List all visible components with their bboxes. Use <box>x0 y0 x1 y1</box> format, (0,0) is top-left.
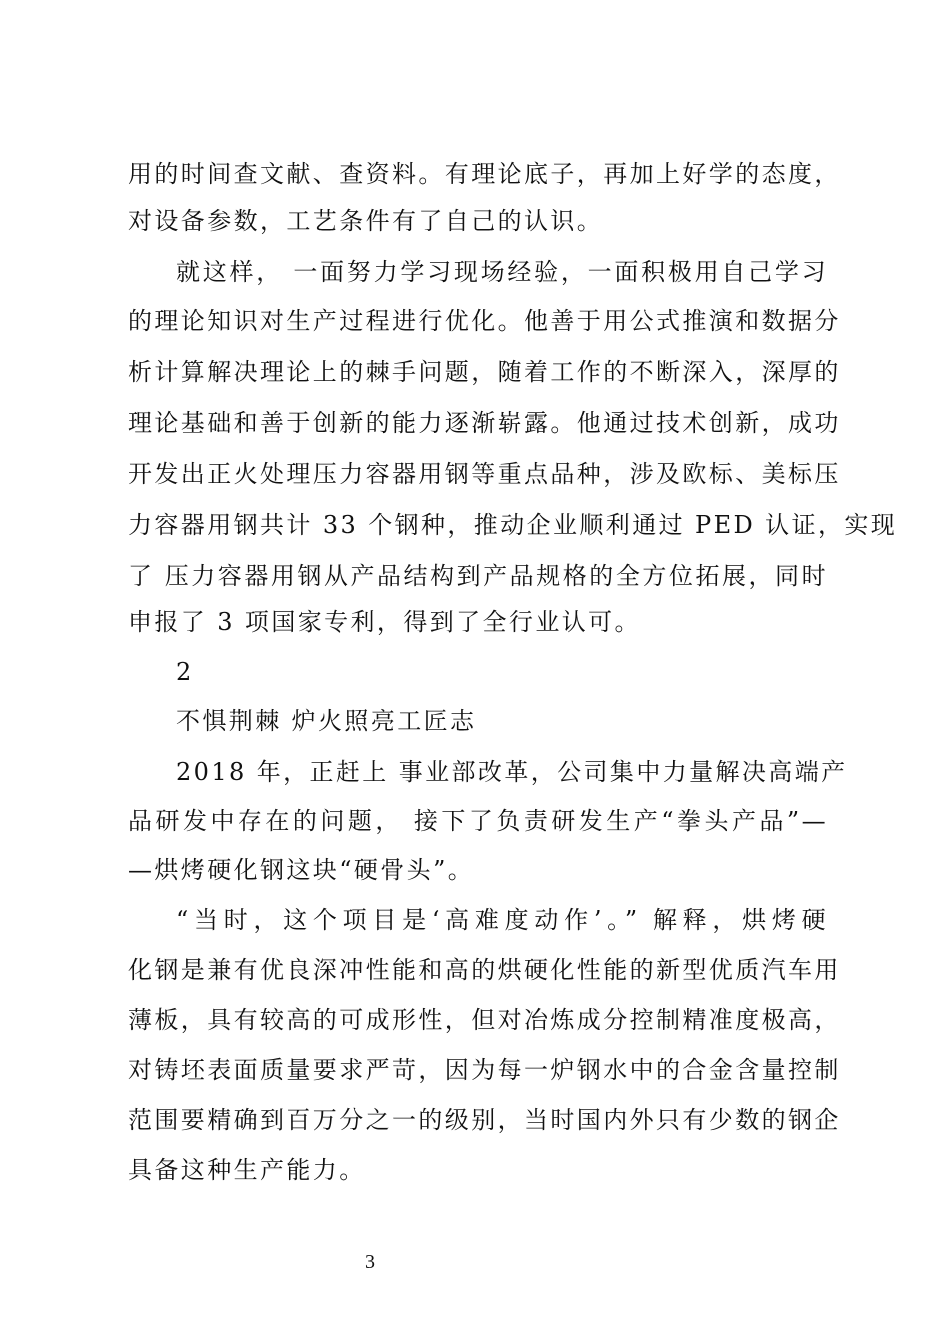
paragraph-line: 对铸坯表面质量要求严苛，因为每一炉钢水中的合金含量控制 <box>128 1056 841 1084</box>
paragraph-line: 2018 年，正赶上 事业部改革，公司集中力量解决高端产 <box>176 758 848 786</box>
paragraph-line: 薄板，具有较高的可成形性，但对冶炼成分控制精准度极高， <box>128 1006 841 1034</box>
paragraph-line: 的理论知识对生产过程进行优化。他善于用公式推演和数据分 <box>128 307 841 335</box>
section-heading: 不惧荆棘 炉火照亮工匠志 <box>176 707 477 735</box>
paragraph-line: 理论基础和善于创新的能力逐渐崭露。他通过技术创新，成功 <box>128 409 841 437</box>
paragraph-line: 开发出正火处理压力容器用钢等重点品种，涉及欧标、美标压 <box>128 460 841 488</box>
paragraph-line: 力容器用钢共计 33 个钢种，推动企业顺利通过 PED 认证，实现 <box>128 511 898 539</box>
paragraph-line: 了 压力容器用钢从产品结构到产品规格的全方位拓展，同时 <box>128 562 828 590</box>
paragraph-line: 具备这种生产能力。 <box>128 1156 366 1184</box>
paragraph-line: 就这样， 一面努力学习现场经验，一面积极用自己学习 <box>176 258 828 286</box>
paragraph-line: 用的时间查文献、查资料。有理论底子，再加上好学的态度， <box>128 160 841 188</box>
paragraph-line: 申报了 3 项国家专利，得到了全行业认可。 <box>128 608 641 636</box>
paragraph-line: 品研发中存在的问题， 接下了负责研发生产“拳头产品”— <box>128 807 828 835</box>
paragraph-line: “当时，这个项目是‘高难度动作’。” 解释，烘烤硬 <box>176 906 828 934</box>
paragraph-line: 范围要精确到百万分之一的级别，当时国内外只有少数的钢企 <box>128 1106 841 1134</box>
page-number: 3 <box>365 1251 375 1273</box>
section-number: 2 <box>176 658 194 686</box>
paragraph-line: 析计算解决理论上的棘手问题，随着工作的不断深入，深厚的 <box>128 358 841 386</box>
paragraph-line: 对设备参数，工艺条件有了自己的认识。 <box>128 207 604 235</box>
paragraph-line: —烘烤硬化钢这块“硬骨头”。 <box>128 856 475 884</box>
paragraph-line: 化钢是兼有优良深冲性能和高的烘硬化性能的新型优质汽车用 <box>128 956 841 984</box>
